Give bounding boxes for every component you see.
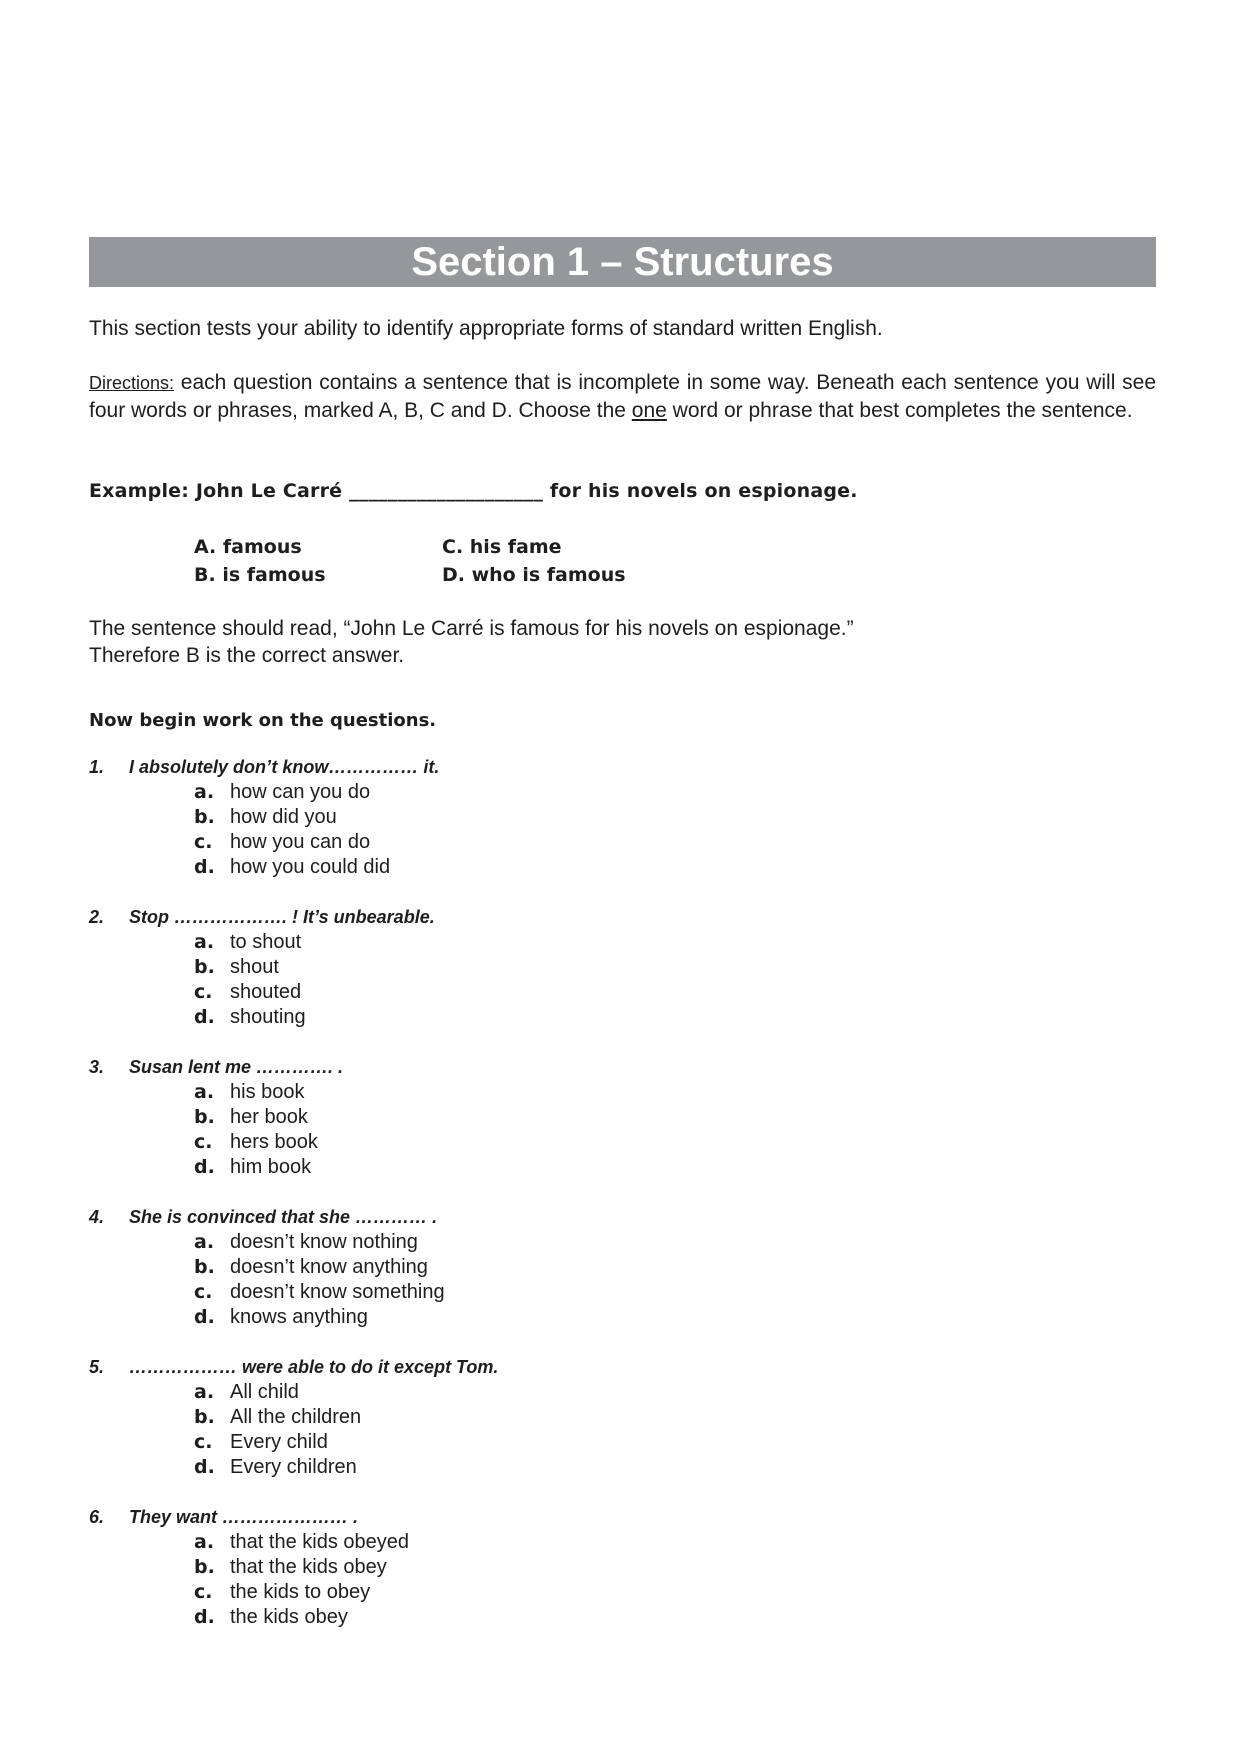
option-letter: c. bbox=[194, 1581, 213, 1603]
answer-option bbox=[89, 1530, 1156, 1555]
option-text: All child bbox=[230, 1381, 299, 1403]
question-stem bbox=[89, 1205, 1156, 1230]
example-option-d: D. who is famous bbox=[442, 564, 626, 586]
question-1 bbox=[89, 755, 1156, 880]
answer-option bbox=[89, 1580, 1156, 1605]
example-options-row-2 bbox=[194, 561, 626, 589]
option-text: doesn’t know anything bbox=[230, 1256, 428, 1278]
question-number: 2. bbox=[89, 907, 105, 927]
question-stem bbox=[89, 755, 1156, 780]
option-text: to shout bbox=[230, 931, 302, 953]
option-text: how you could did bbox=[230, 856, 391, 878]
answer-option bbox=[89, 1555, 1156, 1580]
option-text: that the kids obey bbox=[230, 1556, 387, 1578]
question-number: 3. bbox=[89, 1057, 105, 1077]
answer-option bbox=[89, 1605, 1156, 1630]
option-letter: a. bbox=[194, 781, 215, 803]
intro-text: This section tests your ability to identify appropriate forms of standard written English. bbox=[89, 317, 883, 340]
answer-option bbox=[89, 780, 1156, 805]
option-letter: a. bbox=[194, 1231, 215, 1253]
begin-instruction: Now begin work on the questions. bbox=[89, 710, 437, 731]
answer-option bbox=[89, 1455, 1156, 1480]
question-text: She is convinced that she ………… . bbox=[129, 1207, 438, 1227]
option-text: the kids obey bbox=[230, 1606, 348, 1628]
option-letter: d. bbox=[194, 1156, 215, 1178]
answer-option bbox=[89, 1405, 1156, 1430]
example-option-a: A. famous bbox=[194, 536, 302, 558]
option-text: All the children bbox=[230, 1406, 362, 1428]
option-letter: b. bbox=[194, 956, 215, 978]
question-number: 6. bbox=[89, 1507, 105, 1527]
option-text: knows anything bbox=[230, 1306, 368, 1328]
example-option-b: B. is famous bbox=[194, 564, 326, 586]
option-letter: c. bbox=[194, 1131, 213, 1153]
question-text: ……………… were able to do it except Tom. bbox=[129, 1357, 499, 1377]
option-letter: c. bbox=[194, 1281, 213, 1303]
example-sentence: Example: John Le Carré ____________________ for his novels on espionage. bbox=[89, 480, 858, 502]
option-text: his book bbox=[230, 1081, 305, 1103]
option-letter: c. bbox=[194, 1431, 213, 1453]
option-letter: c. bbox=[194, 831, 213, 853]
option-letter: a. bbox=[194, 1531, 215, 1553]
question-text: They want ………………… . bbox=[129, 1507, 359, 1527]
option-letter: d. bbox=[194, 856, 215, 878]
question-3 bbox=[89, 1055, 1156, 1180]
option-text: Every child bbox=[230, 1431, 328, 1453]
answer-option bbox=[89, 930, 1156, 955]
option-text: how can you do bbox=[230, 781, 371, 803]
question-stem bbox=[89, 1055, 1156, 1080]
question-2 bbox=[89, 905, 1156, 1030]
answer-option bbox=[89, 1005, 1156, 1030]
question-4 bbox=[89, 1205, 1156, 1330]
option-letter: b. bbox=[194, 1406, 215, 1428]
option-letter: b. bbox=[194, 806, 215, 828]
question-text: Stop ………………. ! It’s unbearable. bbox=[129, 907, 435, 927]
option-text: her book bbox=[230, 1106, 308, 1128]
answer-option bbox=[89, 1105, 1156, 1130]
question-stem bbox=[89, 1355, 1156, 1380]
answer-option bbox=[89, 1430, 1156, 1455]
option-text: doesn’t know something bbox=[230, 1281, 445, 1303]
option-text: hers book bbox=[230, 1131, 318, 1153]
example-option-c: C. his fame bbox=[442, 536, 562, 558]
option-letter: a. bbox=[194, 1081, 215, 1103]
question-number: 1. bbox=[89, 757, 105, 777]
option-text: shouted bbox=[230, 981, 302, 1003]
option-text: that the kids obeyed bbox=[230, 1531, 410, 1553]
example-explanation bbox=[89, 615, 1156, 669]
question-text: Susan lent me …………. . bbox=[129, 1057, 344, 1077]
option-text: how did you bbox=[230, 806, 337, 828]
answer-option bbox=[89, 805, 1156, 830]
answer-option bbox=[89, 830, 1156, 855]
option-letter: b. bbox=[194, 1256, 215, 1278]
option-text: how you can do bbox=[230, 831, 371, 853]
option-letter: d. bbox=[194, 1456, 215, 1478]
directions-paragraph bbox=[89, 369, 1156, 424]
option-text: shout bbox=[230, 956, 279, 978]
answer-option bbox=[89, 1305, 1156, 1330]
option-letter: d. bbox=[194, 1006, 215, 1028]
answer-option bbox=[89, 1130, 1156, 1155]
option-letter: b. bbox=[194, 1106, 215, 1128]
explanation-line-1: The sentence should read, “John Le Carré is famous for his novels on espionage.” bbox=[89, 617, 854, 640]
question-6 bbox=[89, 1505, 1156, 1630]
question-5 bbox=[89, 1355, 1156, 1480]
directions-emphasis: one bbox=[631, 399, 667, 422]
option-text: him book bbox=[230, 1156, 312, 1178]
directions-text-after: word or phrase that best completes the sentence. bbox=[666, 399, 1133, 422]
question-stem bbox=[89, 905, 1156, 930]
option-letter: d. bbox=[194, 1306, 215, 1328]
explanation-line-2: Therefore B is the correct answer. bbox=[89, 644, 405, 667]
option-letter: a. bbox=[194, 1381, 215, 1403]
answer-option bbox=[89, 1280, 1156, 1305]
answer-option bbox=[89, 855, 1156, 880]
option-letter: a. bbox=[194, 931, 215, 953]
answer-option bbox=[89, 955, 1156, 980]
option-text: shouting bbox=[230, 1006, 306, 1028]
question-text: I absolutely don’t know…………… it. bbox=[129, 757, 440, 777]
directions-label: Directions: bbox=[89, 373, 175, 393]
option-letter: c. bbox=[194, 981, 213, 1003]
directions-text-before: each question contains a sentence that is incomplete in some way. Beneath each sentence you will see four words or phrases, marked A, B, C and D. Choose the bbox=[89, 371, 1156, 422]
question-stem bbox=[89, 1505, 1156, 1530]
option-text: doesn’t know nothing bbox=[230, 1231, 418, 1253]
example-options-row-1 bbox=[194, 533, 562, 561]
answer-option bbox=[89, 1380, 1156, 1405]
section-title: Section 1 – Structures bbox=[89, 237, 1156, 287]
answer-option bbox=[89, 1255, 1156, 1280]
option-text: Every children bbox=[230, 1456, 357, 1478]
question-number: 4. bbox=[89, 1207, 105, 1227]
option-text: the kids to obey bbox=[230, 1581, 371, 1603]
answer-option bbox=[89, 1155, 1156, 1180]
option-letter: b. bbox=[194, 1556, 215, 1578]
question-number: 5. bbox=[89, 1357, 105, 1377]
answer-option bbox=[89, 980, 1156, 1005]
answer-option bbox=[89, 1230, 1156, 1255]
option-letter: d. bbox=[194, 1606, 215, 1628]
answer-option bbox=[89, 1080, 1156, 1105]
